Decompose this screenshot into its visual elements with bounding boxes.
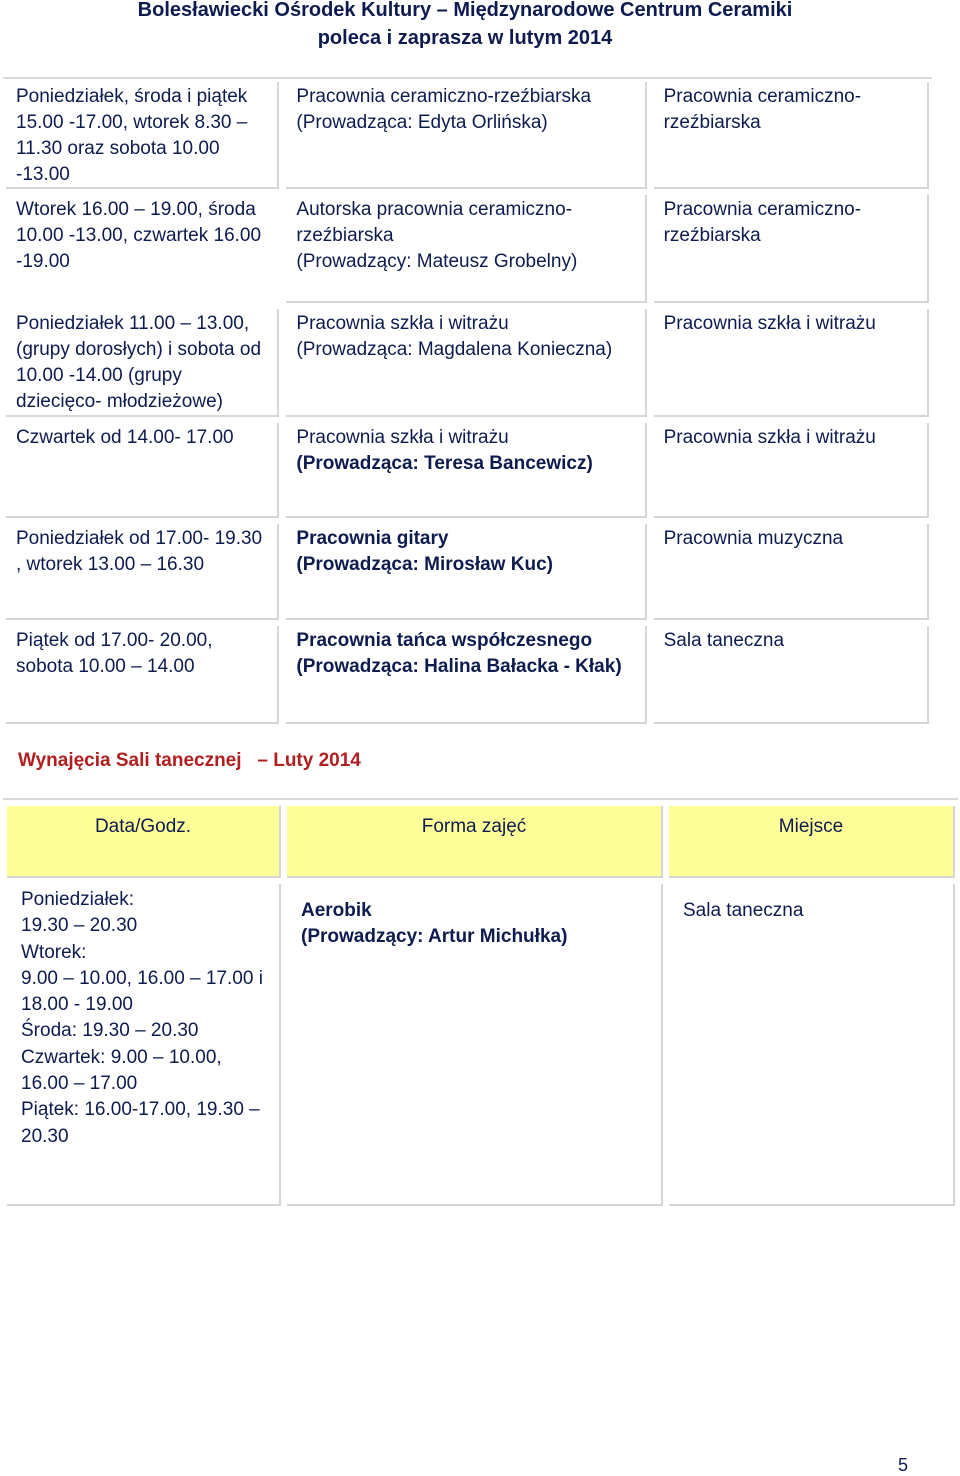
table-row [3, 623, 932, 727]
place-cell: Pracownia muzyczna [654, 524, 929, 620]
table-row [3, 420, 932, 521]
activity-name: Pracownia szkła i witrażu [296, 427, 509, 448]
activity-leader: (Prowadząca: Magdalena Konieczna) [296, 339, 613, 360]
time-cell: Wtorek 16.00 – 19.00, środa 10.00 -13.00, czwartek 16.00 -19.00 [16, 199, 262, 272]
time-cell: Poniedziałek od 17.00- 19.30 , wtorek 13.00 – 16.30 [6, 524, 279, 620]
activity-leader: (Prowadzący: Artur Michułka) [301, 926, 568, 948]
activity-leader: (Prowadząca: Halina Bałacka - Kłak) [296, 656, 622, 677]
table-row [3, 79, 932, 192]
activity-leader: (Prowadzący: Mateusz Grobelny) [296, 251, 578, 272]
activity-name: Pracownia ceramiczno-rzeźbiarska [296, 86, 592, 107]
header-place: Miejsce [669, 806, 955, 878]
activity-name: Pracownia gitary [296, 528, 449, 549]
activity-leader: (Prowadząca: Edyta Orlińska) [296, 112, 548, 133]
table-row [3, 521, 932, 623]
page-number: 5 [897, 1455, 908, 1475]
activity-cell [286, 309, 646, 417]
rental-time-cell: Poniedziałek: 19.30 – 20.30 Wtorek: 9.00 – 10.00, 16.00 – 17.00 i 18.00 - 19.00 Środa: 19.30 – 20.30 Czwartek: 9.00 – 10.00, 16.00 – 17.00 Piątek: 16.00-17.00, 19.30 – 20.30 [7, 884, 281, 1206]
time-cell: Czwartek od 14.00- 17.00 [6, 423, 279, 518]
rental-place-cell: Sala taneczna [669, 884, 955, 1206]
activity-cell [286, 423, 646, 518]
table-row [3, 306, 932, 420]
activity-cell [286, 82, 646, 189]
rental-section-title: Wynajęcia Sali tanecznej – Luty 2014 [18, 750, 361, 771]
activity-cell [286, 626, 646, 724]
header-form: Forma zajęć [287, 806, 663, 878]
place-cell: Sala taneczna [654, 626, 929, 724]
place-cell: Pracownia szkła i witrażu [654, 309, 929, 417]
activity-leader: (Prowadząca: Mirosław Kuc) [296, 554, 553, 575]
table-header-row [3, 800, 958, 881]
activity-name: Autorska pracownia ceramiczno-rzeźbiarska [296, 199, 573, 246]
rental-activity-cell [287, 884, 663, 1206]
place-cell: Pracownia szkła i witrażu [654, 423, 929, 518]
header-date: Data/Godz. [7, 806, 281, 878]
activity-leader: (Prowadząca: Teresa Bancewicz) [296, 453, 593, 474]
place-cell: Pracownia ceramiczno-rzeźbiarska [654, 82, 929, 189]
time-cell: Piątek od 17.00- 20.00, sobota 10.00 – 14.00 [6, 626, 279, 724]
activity-name: Aerobik [301, 900, 372, 921]
activity-name: Pracownia szkła i witrażu [296, 313, 509, 334]
time-cell: Poniedziałek, środa i piątek 15.00 -17.00, wtorek 8.30 – 11.30 oraz sobota 10.00 -13.00 [6, 82, 279, 189]
schedule-table [3, 77, 932, 727]
table-row [3, 881, 958, 1209]
rental-table [3, 798, 958, 1209]
place-cell: Pracownia ceramiczno-rzeźbiarska [654, 195, 929, 303]
activity-cell [286, 524, 646, 620]
activity-cell [286, 195, 646, 303]
table-row [3, 192, 932, 306]
time-cell: Poniedziałek 11.00 – 13.00, (grupy dorosłych) i sobota od 10.00 -14.00 (grupy dziecięco- młodzieżowe) [6, 309, 279, 417]
page-title-line2: poleca i zaprasza w lutym 2014 [317, 27, 613, 49]
page-title-line1: Bolesławiecki Ośrodek Kultury – Międzynarodowe Centrum Ceramiki [137, 0, 793, 21]
activity-name: Pracownia tańca współczesnego [296, 630, 593, 651]
